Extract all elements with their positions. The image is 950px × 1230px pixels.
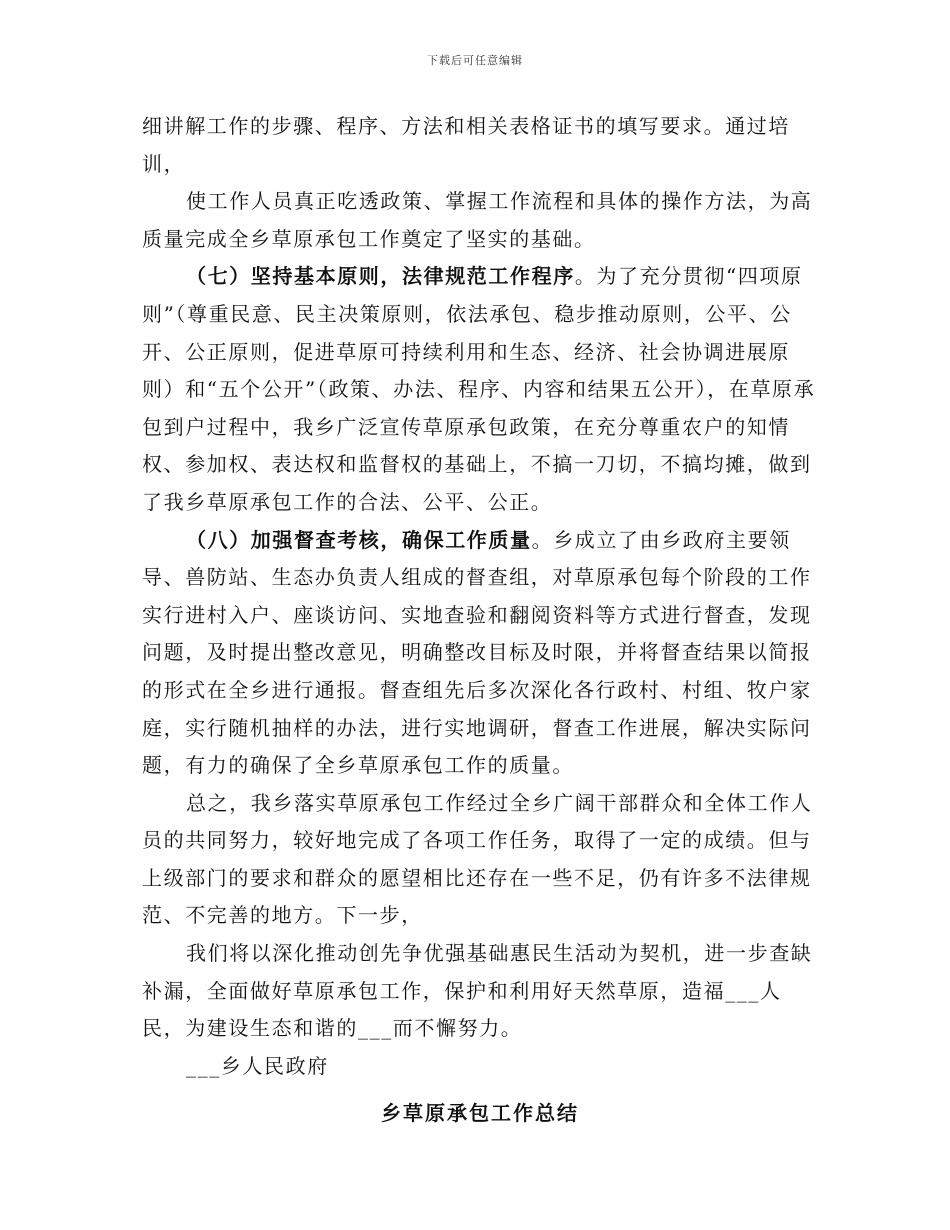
section-seven-heading: （七）坚持基本原则，法律规范工作程序 bbox=[186, 264, 575, 289]
section-eight-body: 。乡成立了由乡政府主要领导、兽防站、生态办负责人组成的督查组，对草原承包每个阶段的工作实行进村入户、座谈访问、实地查验和翻阅资料等方式进行督查，发现问题，及时提出整改意见，明确整改目标及时限，并将督查结果以简报的形式在全乡进行通报。督查组先后多次深化各行政村、村组、牧户家庭，实行随机抽样的办法，进行实地调研，督查工作进展，解决实际问题，有力的确保了全乡草原承包工作的质量。 bbox=[142, 527, 812, 778]
section-eight-heading: （八）加强督查考核，确保工作质量 bbox=[186, 527, 532, 552]
signature-government: ___乡人民政府 bbox=[186, 1053, 329, 1078]
paragraph-section-eight bbox=[142, 522, 818, 785]
paragraph-summary: 总之，我乡落实草原承包工作经过全乡广阔干部群众和全体工作人员的共同努力，较好地完成了各项工作任务，取得了一定的成绩。但与上级部门的要求和群众的愿望相比还存在一些不足，仍有许多不法律规范、不完善的地方。下一步， bbox=[142, 790, 813, 928]
paragraph-section-seven bbox=[142, 258, 818, 521]
document-body bbox=[142, 108, 818, 1133]
section-seven-body: 。为了充分贯彻“四项原则”（尊重民意、民主决策原则，依法承包、稳步推动原则，公平、公开、公正原则，促进草原可持续利用和生态、经济、社会协调进展原则）和“五个公开”（政策、办法、程序、内容和结果五公开），在草原承包到户过程中，我乡广泛宣传草原承包政策，在充分尊重农户的知情权、参加权、表达权和监督权的基础上，不搞一刀切，不搞均摊，做到了我乡草原承包工作的合法、公平、公正。 bbox=[142, 264, 816, 514]
paragraph-training-result: 使工作人员真正吃透政策、掌握工作流程和具体的操作方法，为高质量完成全乡草原承包工作奠定了坚实的基础。 bbox=[142, 189, 813, 251]
paragraph-next-steps: 我们将以深化推动创先争优强基础惠民生活动为契机，进一步查缺补漏，全面做好草原承包工作，保护和利用好天然草原，造福___人民，为建设生态和谐的___而不懈努力。 bbox=[142, 941, 813, 1041]
paragraph-training-end: 细讲解工作的步骤、程序、方法和相关表格证书的填写要求。通过培训， bbox=[142, 114, 790, 176]
next-document-title: 乡草原承包工作总结 bbox=[381, 1101, 579, 1126]
page-header-note: 下载后可任意编辑 bbox=[427, 54, 523, 67]
